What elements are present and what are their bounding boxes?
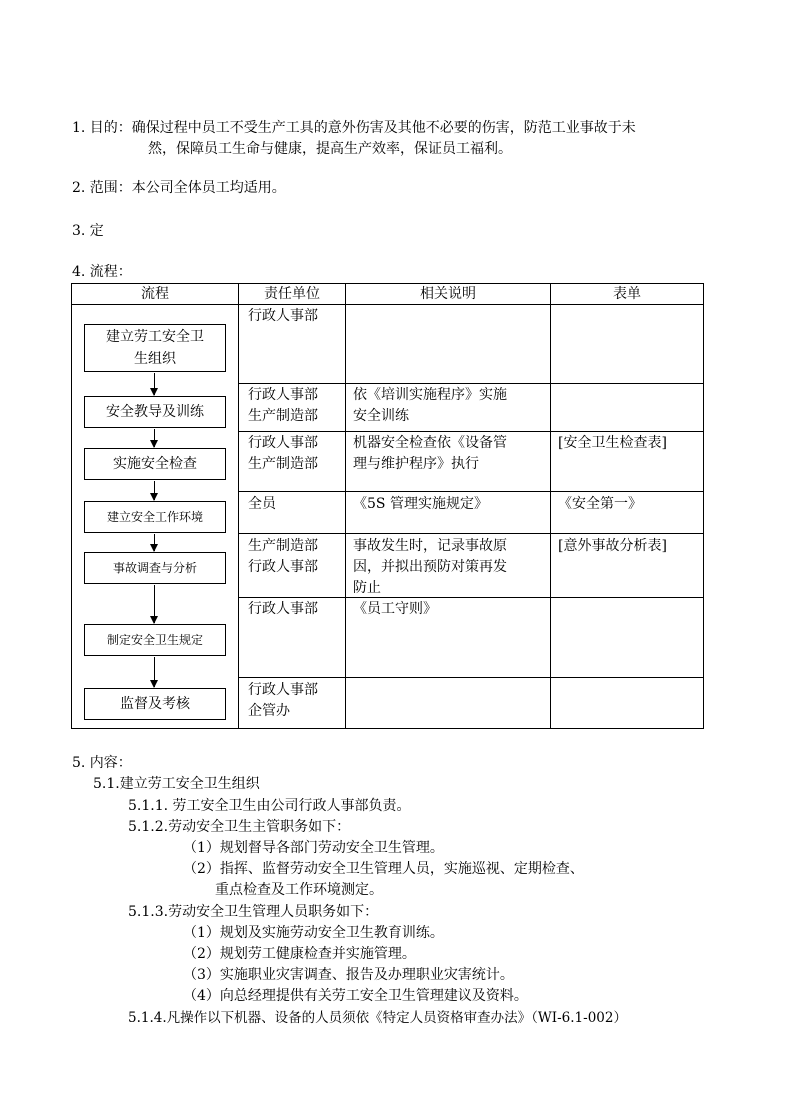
flow-arrow [154,585,155,623]
header-flow: 流程 [141,286,169,302]
row-divider [238,431,703,432]
content-5-1-3-item-1: （1）规划及实施劳动安全卫生教育训练。 [183,925,444,941]
row-divider [238,677,703,678]
flow-step-environment: 建立安全工作环境 [84,501,226,533]
scope: 2. 范围：本公司全体员工均适用。 [72,180,286,196]
process-heading: 4. 流程： [72,264,132,280]
unit-cell: 行政人事部 [248,601,318,617]
form-cell: [安全卫生检查表] [558,435,667,451]
definition: 3. 定 [72,223,104,239]
flow-step-regulations: 制定安全卫生规定 [84,624,226,656]
header-unit: 责任单位 [264,286,320,302]
flow-arrow [154,657,155,687]
flow-step-establish-org: 建立劳工安全卫生组织 [84,324,226,372]
content-5-1-1: 5.1.1. 劳工安全卫生由公司行政人事部负责。 [128,798,411,814]
content-5-1-3-item-4: （4）向总经理提供有关劳工安全卫生管理建议及资料。 [183,988,528,1004]
content-5-1-4: 5.1.4.凡操作以下机器、设备的人员须依《特定人员资格审查办法》（WI-6.1-002） [128,1010,627,1026]
content-5-1: 5.1.建立劳工安全卫生组织 [93,776,260,792]
column-divider [345,284,346,728]
flow-step-investigation: 事故调查与分析 [84,552,226,584]
header-form: 表单 [613,286,641,302]
row-divider [238,383,703,384]
unit-cell: 行政人事部 生产制造部 [248,387,318,424]
row-divider [238,533,703,534]
form-cell: [意外事故分析表] [558,538,667,554]
unit-cell: 全员 [248,496,276,512]
content-5-1-3-item-3: （3）实施职业灾害调查、报告及办理职业灾害统计。 [183,967,514,983]
row-divider [72,304,703,305]
description-cell: 《5S 管理实施规定》 [353,496,488,512]
content-5-1-2-item-2-cont: 重点检查及工作环境测定。 [215,882,383,898]
unit-cell: 行政人事部 [248,308,318,324]
form-cell: 《安全第一》 [558,496,642,512]
purpose-line-1: 1. 目的：确保过程中员工不受生产工具的意外伤害及其他不必要的伤害，防范工业事故于未 [72,120,636,136]
flow-arrow [154,534,155,551]
flow-arrow [154,429,155,447]
flow-step-inspection: 实施安全检查 [84,448,226,480]
flow-arrow [154,481,155,500]
content-5-1-2: 5.1.2.劳动安全卫生主管职务如下： [128,819,351,835]
unit-cell: 行政人事部 生产制造部 [248,435,318,472]
unit-cell: 生产制造部 行政人事部 [248,538,318,575]
row-divider [238,491,703,492]
description-cell: 机器安全检查依《设备管 理与维护程序》执行 [353,435,507,472]
process-table [71,283,704,729]
flow-arrow [154,373,155,395]
flow-step-training: 安全教导及训练 [84,396,226,428]
flow-step-supervision: 监督及考核 [84,688,226,720]
description-cell: 依《培训实施程序》实施 安全训练 [353,387,507,424]
description-cell: 《员工守则》 [353,601,437,617]
content-5-1-2-item-1: （1）规划督导各部门劳动安全卫生管理。 [183,840,444,856]
content-5-1-2-item-2: （2）指挥、监督劳动安全卫生管理人员，实施巡视、定期检查、 [183,861,584,877]
content-heading: 5. 内容： [72,755,132,771]
description-cell: 事故发生时，记录事故原 因，并拟出预防对策再发 防止 [353,538,507,596]
purpose-line-2: 然，保障员工生命与健康，提高生产效率，保证员工福利。 [148,141,512,157]
header-description: 相关说明 [420,286,476,302]
content-5-1-3: 5.1.3.劳动安全卫生管理人员职务如下： [128,904,379,920]
unit-cell: 行政人事部 企管办 [248,682,318,719]
content-5-1-3-item-2: （2）规划劳工健康检查并实施管理。 [183,946,416,962]
column-divider [550,284,551,728]
column-divider [238,284,239,728]
